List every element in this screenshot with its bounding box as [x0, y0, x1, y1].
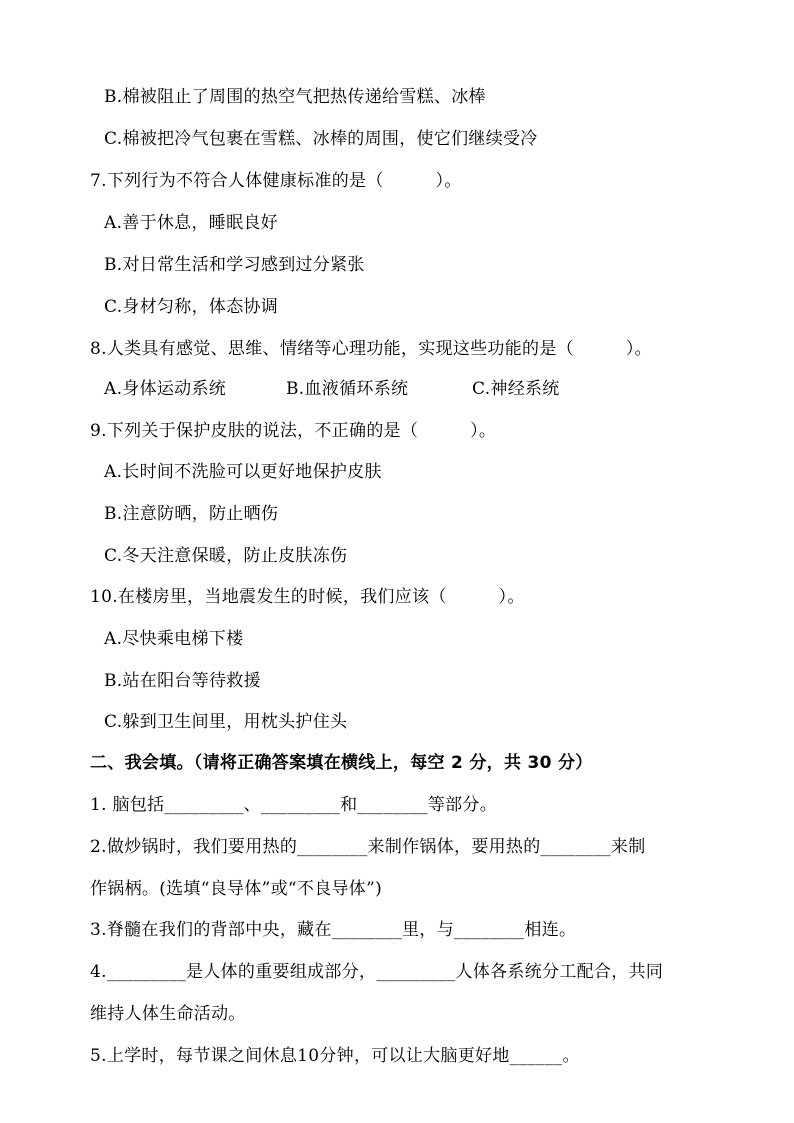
- option-c-q7: C.身材匀称，体态协调: [104, 297, 279, 317]
- question-10: 10.在楼房里，当地震发生的时候，我们应该（ ）。: [90, 587, 525, 607]
- section-heading-fill-in: 二、我会填。（请将正确答案填在横线上，每空 2 分，共 30 分）: [90, 753, 593, 773]
- question-9: 9.下列关于保护皮肤的说法，不正确的是（ ）。: [90, 421, 497, 441]
- question-7: 7.下列行为不符合人体健康标准的是（ ）。: [90, 171, 462, 191]
- option-b-q6: B.棉被阻止了周围的热空气把热传递给雪糕、冰棒: [104, 87, 486, 107]
- option-c-q8: C.神经系统: [472, 379, 560, 399]
- option-a-q9: A.长时间不洗脸可以更好地保护皮肤: [104, 462, 382, 482]
- option-b-q9: B.注意防晒，防止晒伤: [104, 504, 279, 524]
- option-c-q10: C.躲到卫生间里，用枕头护住头: [104, 712, 348, 732]
- fill-question-3: 3.脊髓在我们的背部中央，藏在________里，与________相连。: [90, 920, 577, 940]
- fill-question-4: 4._________是人体的重要组成部分，_________人体各系统分工配合，共同: [90, 962, 664, 982]
- options-q8: [104, 378, 560, 400]
- fill-question-5: 5.上学时，每节课之间休息10分钟，可以让大脑更好地______。: [90, 1046, 580, 1066]
- option-b-q8: B.血液循环系统: [286, 379, 409, 399]
- fill-question-1: 1. 脑包括_________、_________和________等部分。: [90, 795, 498, 815]
- option-a-q8: A.身体运动系统: [104, 379, 227, 399]
- fill-question-2: 2.做炒锅时，我们要用热的________来制作锅体，要用热的________来制: [90, 837, 646, 857]
- option-c-q6: C.棉被把冷气包裹在雪糕、冰棒的周围，使它们继续受冷: [104, 129, 538, 149]
- option-b-q10: B.站在阳台等待救援: [104, 671, 261, 691]
- fill-question-4-cont: 维持人体生命活动。: [90, 1004, 246, 1024]
- option-a-q7: A.善于休息，睡眠良好: [104, 213, 278, 233]
- fill-question-2-cont: 作锅柄。(选填“良导体”或“不良导体”): [90, 879, 383, 899]
- option-a-q10: A.尽快乘电梯下楼: [104, 629, 244, 649]
- option-b-q7: B.对日常生活和学习感到过分紧张: [104, 255, 365, 275]
- option-c-q9: C.冬天注意保暖，防止皮肤冻伤: [104, 546, 348, 566]
- question-8: 8.人类具有感觉、思维、情绪等心理功能，实现这些功能的是（ ）。: [90, 339, 652, 359]
